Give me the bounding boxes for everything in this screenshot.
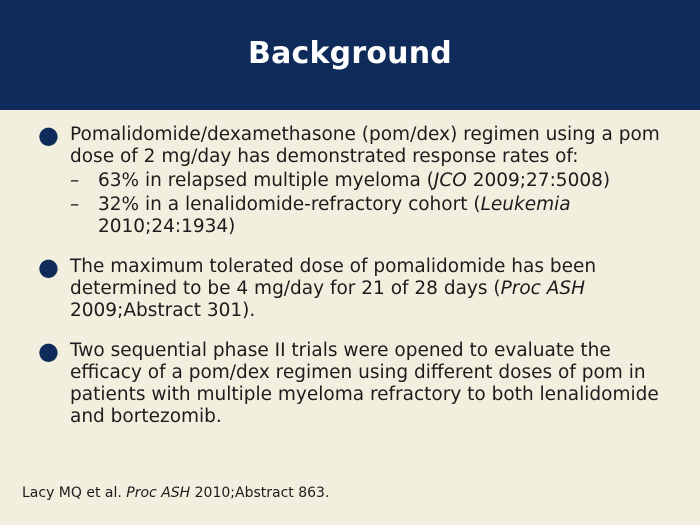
bullet-item — [38, 253, 668, 322]
bullet-text: Pomalidomide/dexamethasone (pom/dex) regimen using a pom dose of 2 mg/day has demonstrated response rates of: — [70, 124, 660, 167]
bullet-icon: ● — [38, 337, 59, 365]
slide-title: Background — [248, 35, 452, 71]
citation-ref: 2009;27:5008) — [466, 170, 611, 191]
bullet-icon: ● — [38, 253, 59, 281]
sub-bullet-list — [70, 170, 668, 238]
citation-journal: Proc ASH — [500, 278, 586, 299]
bullet-item — [38, 337, 668, 428]
slide-body — [38, 121, 668, 446]
bullet-item — [38, 121, 668, 238]
bullet-text: Two sequential phase II trials were opened to evaluate the efficacy of a pom/dex regimen using different doses of pom in patients with multiple myeloma refractory to both lenalidomide and bortezomib. — [70, 340, 659, 427]
citation-ref: 2009;Abstract 301). — [70, 300, 256, 321]
slide-header — [0, 0, 700, 110]
footer-authors: Lacy MQ et al. — [22, 485, 127, 501]
footer-ref: 2010;Abstract 863. — [190, 485, 330, 501]
slide-footer-citation — [22, 485, 329, 501]
sub-bullet-item — [70, 194, 668, 238]
citation-journal: JCO — [433, 170, 467, 191]
dash-icon: – — [70, 170, 80, 191]
citation-journal: Leukemia — [480, 194, 571, 215]
bullet-icon: ● — [38, 121, 59, 149]
dash-icon: – — [70, 194, 80, 215]
bullet-text: The maximum tolerated dose of pomalidomide has been determined to be 4 mg/day for 21 of 28 days ( — [70, 256, 597, 299]
footer-journal: Proc ASH — [126, 485, 191, 501]
sub-bullet-item — [70, 170, 668, 192]
sub-bullet-text: 32% in a lenalidomide-refractory cohort ( — [98, 194, 481, 215]
sub-bullet-text: 63% in relapsed multiple myeloma ( — [98, 170, 434, 191]
citation-ref: 2010;24:1934) — [98, 216, 236, 237]
